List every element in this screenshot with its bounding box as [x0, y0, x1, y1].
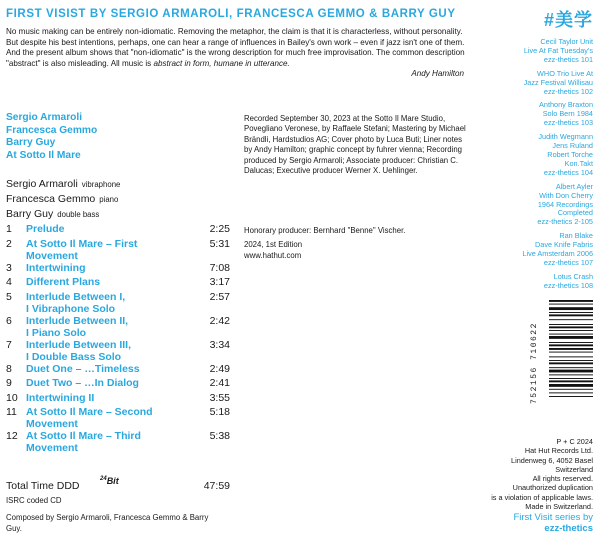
musician-row: [6, 207, 236, 222]
liner-notes: [6, 27, 470, 80]
series-entry: [475, 232, 593, 268]
label-info-line: is a violation of applicable laws.: [491, 492, 593, 502]
musician-name: Barry Guy: [6, 208, 54, 220]
track-number: 1: [6, 223, 12, 235]
series-entry-line: Solo Bern 1984: [542, 109, 593, 119]
track-title-line: Duet One – …Timeless: [26, 362, 140, 375]
track-duration: 5:31: [209, 237, 230, 250]
track-duration: 2:25: [209, 223, 230, 235]
track-title-line: I Double Bass Solo: [26, 350, 122, 363]
track-title: [26, 238, 188, 262]
track-title-line: Intertwining: [26, 261, 86, 274]
musician-name: Francesca Gemmo: [6, 193, 96, 205]
series-entry: [475, 101, 593, 128]
track-number: 5: [6, 290, 12, 303]
track-duration: 3:17: [209, 276, 230, 288]
track-row: [6, 262, 230, 274]
credits-title: [6, 112, 206, 162]
series-footer: [463, 512, 593, 534]
track-number: 12: [6, 430, 18, 442]
track-title-line: I Vibraphone Solo: [26, 302, 116, 315]
series-entry: [475, 183, 593, 228]
liner-notes-author: Andy Hamilton: [411, 69, 464, 79]
series-entry-line: ezz-thetics 103: [543, 118, 593, 128]
edition-year: 2024, 1st Edition: [244, 240, 303, 249]
track-title: [26, 339, 188, 363]
track-row: [6, 339, 230, 363]
credits-title-line: Sergio Armaroli: [6, 112, 83, 123]
24bit-logo: [100, 476, 119, 486]
label-info-line: Switzerland: [555, 464, 593, 474]
liner-notes-italic: abstract in form, humane in utterance.: [153, 58, 290, 68]
track-number: 2: [6, 237, 12, 250]
track-row: [6, 363, 230, 375]
series-entry: [475, 133, 593, 178]
series-entry-line: Robert Torche: [547, 149, 593, 159]
bit-number: 24: [100, 476, 107, 482]
honorary-producer: Honorary producer: Bernhard "Benne" Vischer.: [244, 226, 406, 235]
track-duration: 5:18: [209, 406, 230, 418]
track-title: [26, 223, 188, 235]
website-link: www.hathut.com: [244, 250, 302, 260]
track-duration: 3:55: [209, 391, 230, 404]
track-number: 4: [6, 276, 12, 288]
total-time-label: Total Time DDD: [6, 480, 80, 492]
track-title-line: At Sotto Il Mare – Second: [26, 406, 153, 418]
track-number: 7: [6, 338, 12, 351]
series-catalog: [475, 38, 593, 296]
track-number: 3: [6, 261, 12, 274]
track-title-line: Interlude Between II,: [26, 314, 129, 327]
series-entry-line: ezz-thetics 101: [543, 54, 593, 64]
series-footer-brand: ezz-thetics: [544, 523, 593, 534]
track-row: [6, 392, 230, 404]
track-list: [6, 223, 230, 454]
label-info-line: P + C 2024: [556, 437, 593, 446]
track-title: [26, 276, 188, 288]
label-info-line: Hat Hut Records Ltd.: [524, 446, 593, 456]
track-duration: 3:34: [209, 338, 230, 351]
series-entry-line: WHO Trio Live At: [537, 68, 593, 78]
label-logo: #美学: [543, 10, 593, 30]
musician-instrument: double bass: [57, 210, 100, 219]
track-row: [6, 406, 230, 430]
series-entry-line: Dave Knife Fabris: [535, 240, 593, 250]
track-row: [6, 276, 230, 288]
series-entry-line: ezz-thetics 104: [543, 167, 593, 177]
label-info-line: Lindenweg 6, 4052 Basel: [511, 455, 593, 465]
musician-row: [6, 192, 236, 207]
track-duration: 2:57: [209, 290, 230, 303]
track-title-line: Intertwining II: [26, 391, 95, 404]
composer-credit: Composed by Sergio Armaroli, Francesca Gemmo & Barry Guy.: [6, 513, 209, 533]
series-entry-line: Anthony Braxton: [539, 100, 593, 110]
series-entry-line: Lotus Crash: [553, 271, 593, 281]
track-title-line: Interlude Between I,: [26, 290, 126, 303]
musician-list: [6, 177, 236, 222]
track-title: [26, 406, 188, 430]
track-number: 6: [6, 314, 12, 327]
series-entry-line: Albert Ayler: [555, 181, 593, 191]
series-entry-line: ezz-thetics 2-105: [537, 217, 593, 227]
barcode-icon: [549, 300, 593, 426]
track-title-line: Interlude Between III,: [26, 338, 132, 351]
track-title-line: At Sotto Il Mare – First: [26, 237, 138, 250]
track-title-line: At Sotto Il Mare – Third: [26, 430, 141, 442]
label-info-line: Unauthorized duplication: [512, 483, 593, 493]
barcode-digits: 752156 710622: [530, 322, 539, 404]
track-row: [6, 377, 230, 389]
recording-credits: Recorded September 30, 2023 at the Sotto Il Mare Studio, Povegliano Veronese, by Raffaele Stefani; Mastering by Michael Brändli, Hardstudios AG; Cover photo by Luca Buti; Liner notes by Andy Hamilton; graphic concept by fuhrer vienna; Recording produced by Sergio Armaroli; Associate producer: Christian C. Dalucas; Executive producer Werner X. Uehlinger.: [244, 114, 466, 176]
series-entry-line: Judith Wegmann: [538, 132, 593, 142]
track-row: [6, 291, 230, 315]
series-footer-line2: [463, 523, 593, 534]
track-duration: 2:49: [209, 362, 230, 375]
track-row: [6, 315, 230, 339]
series-entry-line: With Don Cherry: [539, 190, 593, 200]
track-title: [26, 262, 188, 274]
series-entry: [475, 273, 593, 291]
series-entry: [475, 70, 593, 97]
series-entry-line: Jens Ruland: [552, 141, 593, 151]
series-entry-line: Live Amsterdam 2006: [522, 249, 593, 259]
series-entry-line: Jazz Festival Willisau: [523, 77, 593, 87]
track-title-line: Movement: [26, 442, 78, 454]
series-entry-line: Live At Fat Tuesday's: [523, 45, 593, 55]
track-duration: 5:38: [209, 430, 230, 442]
track-title: [26, 430, 188, 454]
track-row: [6, 223, 230, 235]
track-number: 10: [6, 391, 18, 404]
isrc-note: ISRC coded CD: [6, 496, 62, 505]
track-title-line: Different Plans: [26, 276, 101, 288]
musician-name: Sergio Armaroli: [6, 178, 78, 190]
track-title: [26, 377, 188, 389]
series-entry: [475, 38, 593, 65]
label-info-line: All rights reserved.: [532, 474, 593, 484]
series-entry-line: Kon.Takt: [564, 158, 593, 168]
musician-instrument: piano: [99, 195, 119, 204]
track-title: [26, 363, 188, 375]
track-duration: 2:42: [209, 314, 230, 327]
track-duration: 2:41: [209, 377, 230, 389]
total-time: [6, 476, 230, 492]
track-number: 9: [6, 377, 12, 389]
series-entry-line: 1964 Recordings: [537, 199, 593, 209]
bit-word: Bit: [106, 476, 119, 486]
track-number: 8: [6, 362, 12, 375]
series-entry-line: Ran Blake: [559, 231, 593, 241]
credits-title-line: Francesca Gemmo: [6, 124, 98, 136]
series-footer-line1: First Visit series by: [513, 512, 593, 523]
track-duration: 7:08: [209, 261, 230, 274]
series-entry-line: Completed: [557, 208, 593, 218]
total-time-duration: 47:59: [203, 480, 230, 492]
edition-info: [244, 240, 472, 261]
series-entry-line: ezz-thetics 107: [543, 257, 593, 267]
series-entry-line: Cecil Taylor Unit: [540, 37, 593, 46]
series-entry-line: ezz-thetics 102: [543, 86, 593, 96]
track-title-line: Duet Two – …In Dialog: [26, 377, 139, 389]
track-title-line: Prelude: [26, 223, 65, 235]
track-title: [26, 315, 188, 339]
liner-notes-text: No music making can be entirely non-idiomatic. Removing the metaphor, the claim is that it is characterless, without personality. But despite his best intentions, perhaps, one can hear a range of influences in Bailey's own work – even if jazz isn't one of them. And the present album shows that "non-idiomatic" is the wrong description for much free improvisation. The common description "abstract" is also misleading. All music is: [6, 27, 465, 68]
credits-title-line: Barry Guy: [6, 137, 56, 149]
track-title-line: Movement: [26, 249, 78, 262]
album-header: FIRST VISIST BY SERGIO ARMAROLI, FRANCESCA GEMMO & BARRY GUY: [6, 8, 456, 20]
track-row: [6, 430, 230, 454]
track-title: [26, 291, 188, 315]
series-entry-line: ezz-thetics 108: [543, 280, 593, 290]
credits-title-line: At Sotto Il Mare: [6, 149, 81, 161]
musician-row: [6, 177, 236, 192]
track-title-line: I Piano Solo: [26, 326, 87, 339]
track-title-line: Movement: [26, 418, 78, 430]
musician-instrument: vibraphone: [81, 180, 121, 189]
track-title: [26, 392, 188, 404]
label-info: [463, 437, 593, 511]
track-row: [6, 238, 230, 262]
label-info-line: Made in Switzerland.: [525, 502, 593, 512]
track-number: 11: [6, 406, 17, 418]
